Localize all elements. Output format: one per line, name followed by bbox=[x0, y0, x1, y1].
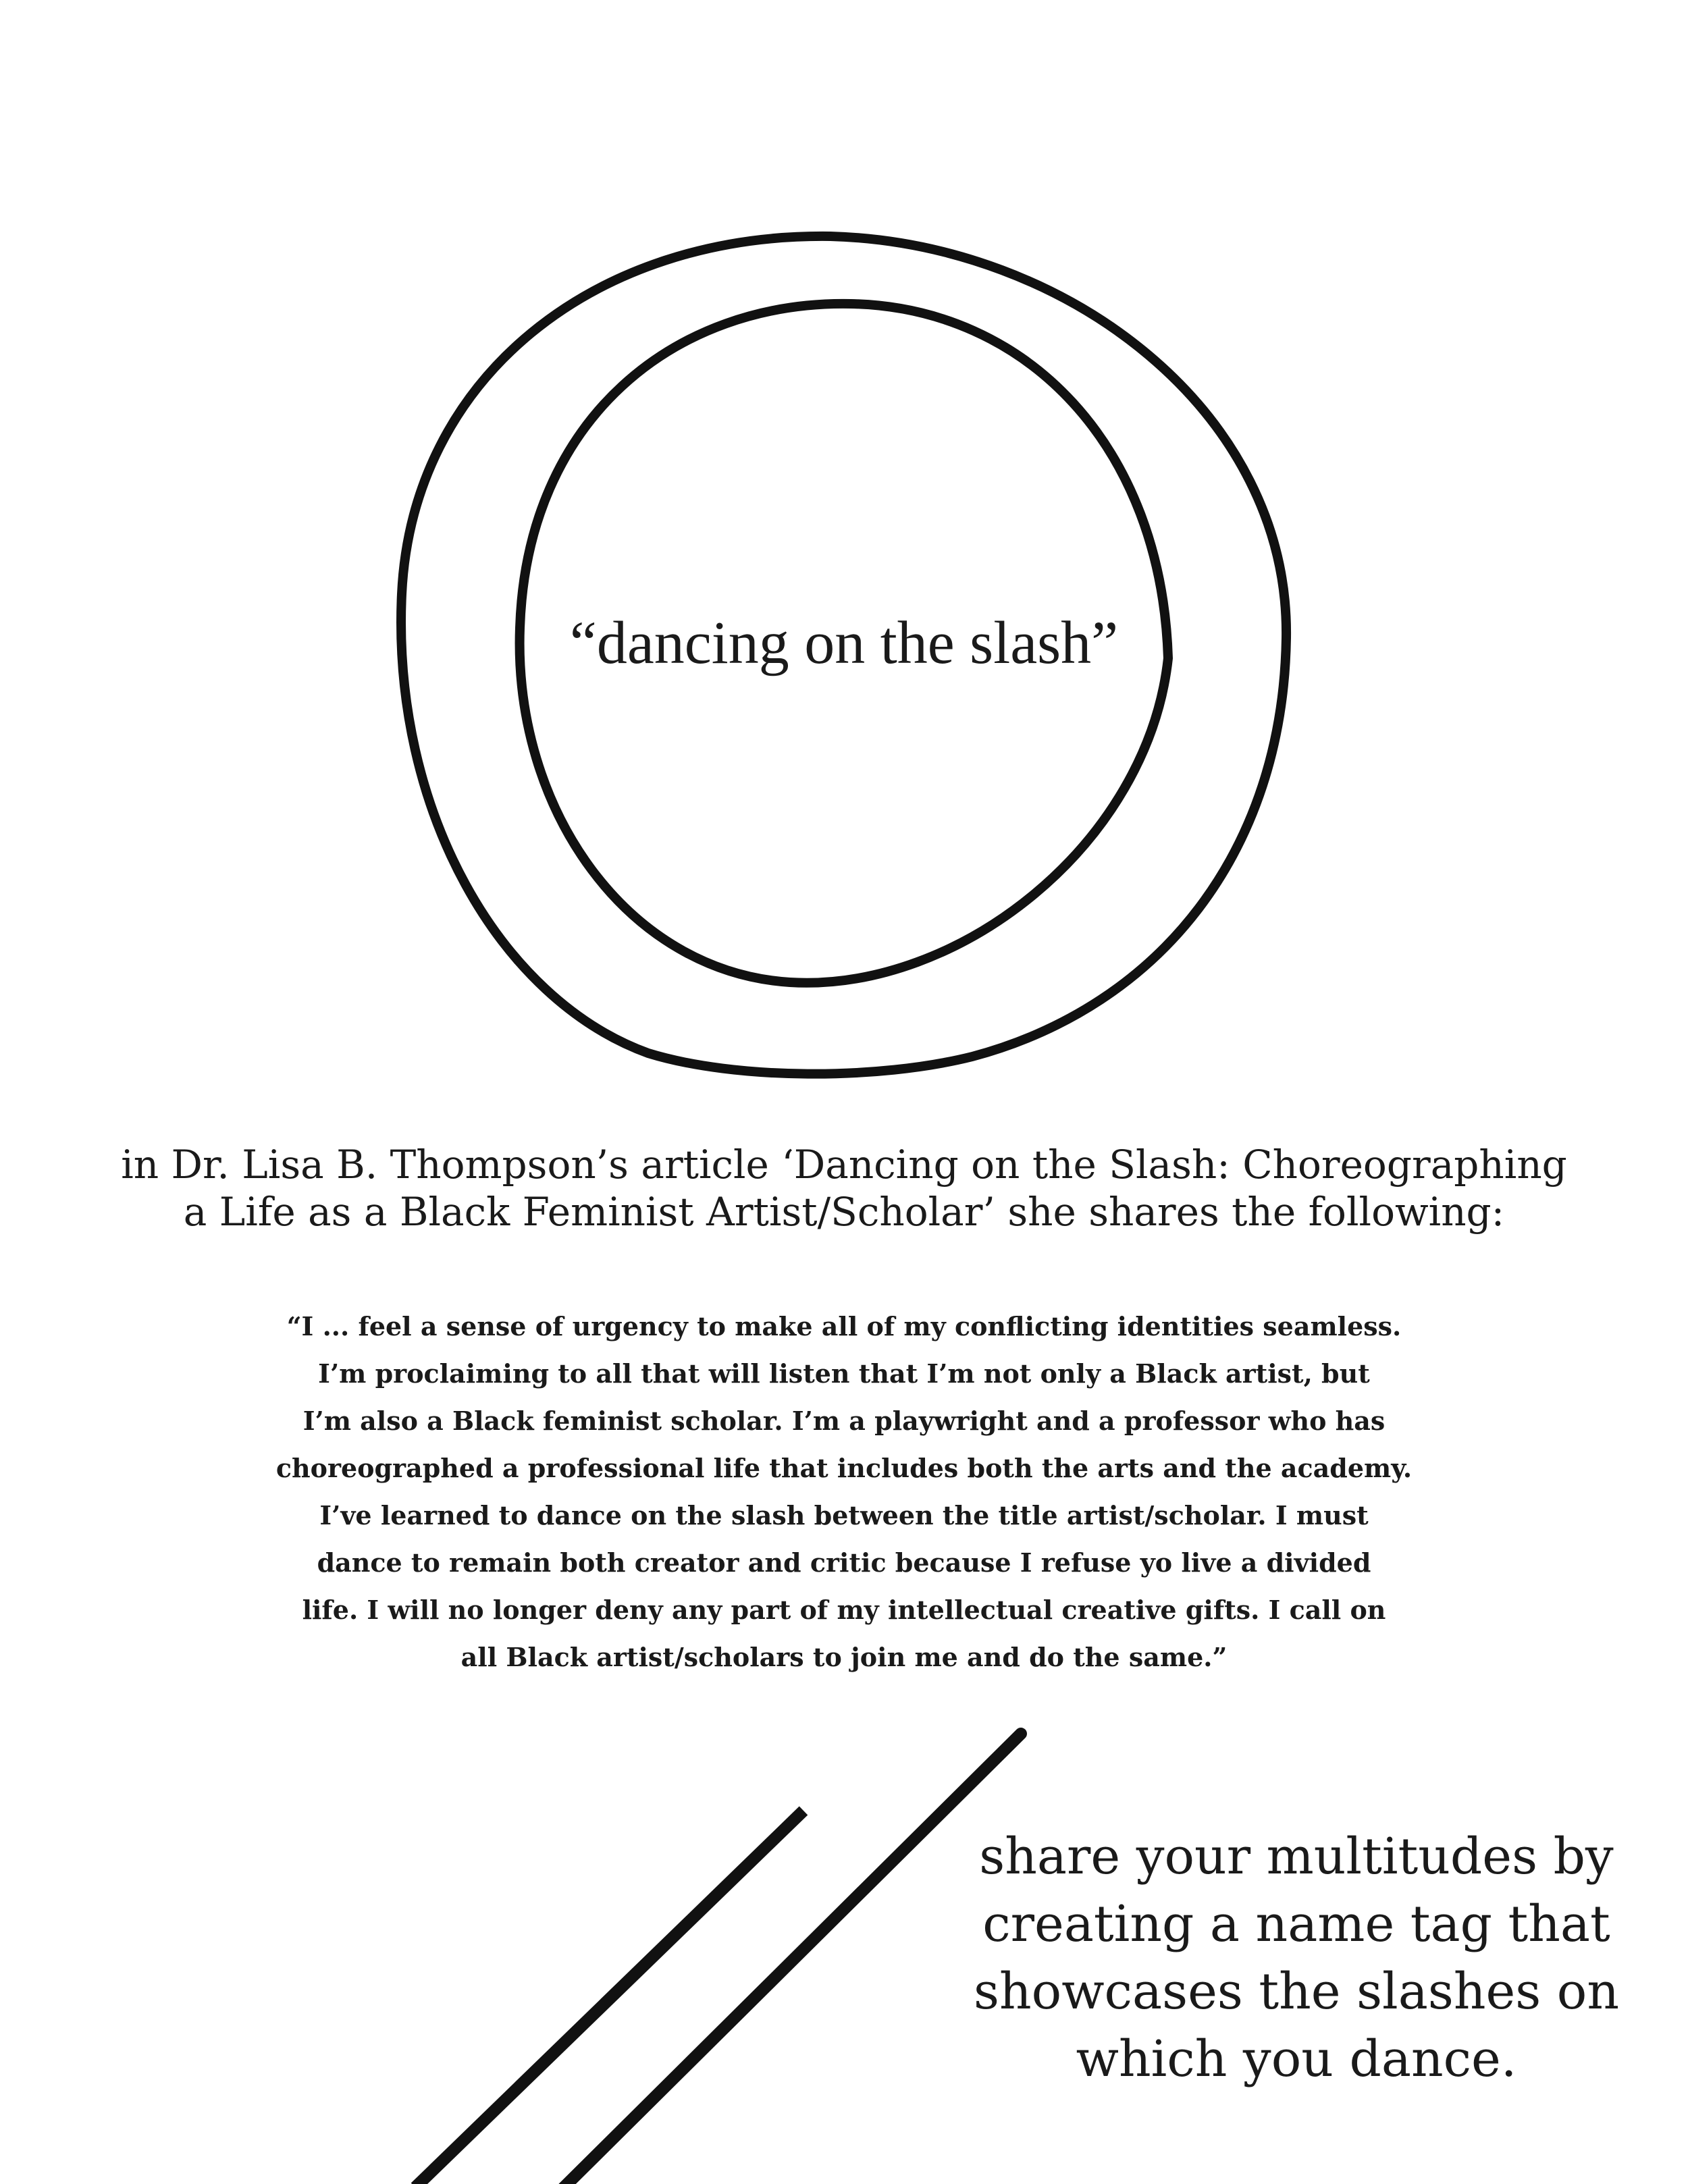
quote-line: I’m also a Black feminist scholar. I’m a playwright and a professor who has bbox=[302, 1406, 1386, 1436]
quote-line: choreographed a professional life that includes both the arts and the academy. bbox=[275, 1453, 1413, 1483]
call-to-action bbox=[932, 1823, 1661, 2093]
quote-line: dance to remain both creator and critic because I refuse yo live a divided bbox=[317, 1547, 1371, 1578]
cta-line: creating a name tag that bbox=[982, 1895, 1610, 1953]
intro-line: a Life as a Black Feminist Artist/Scholar’ she shares the following: bbox=[183, 1189, 1505, 1235]
intro-line: in Dr. Lisa B. Thompson’s article ‘Dancing on the Slash: Choreographing bbox=[121, 1142, 1567, 1188]
quote-line: all Black artist/scholars to join me and do the same.” bbox=[460, 1642, 1228, 1672]
cta-line: which you dance. bbox=[1076, 2030, 1517, 2088]
quote-line: life. I will no longer deny any part of my intellectual creative gifts. I call on bbox=[302, 1595, 1386, 1625]
quote-line: I’ve learned to dance on the slash between the title artist/scholar. I must bbox=[319, 1500, 1369, 1530]
thompson-quote bbox=[203, 1303, 1485, 1681]
circle-title: “dancing on the slash” bbox=[569, 610, 1119, 676]
quote-line: “I ... feel a sense of urgency to make all of my conflicting identities seamless. bbox=[286, 1311, 1402, 1341]
quote-line: I’m proclaiming to all that will listen that I’m not only a Black artist, but bbox=[318, 1358, 1370, 1389]
short-slash-line bbox=[415, 1811, 803, 2184]
cta-line: share your multitudes by bbox=[979, 1828, 1614, 1886]
intro-text bbox=[101, 1141, 1587, 1235]
cta-line: showcases the slashes on bbox=[974, 1963, 1619, 2021]
